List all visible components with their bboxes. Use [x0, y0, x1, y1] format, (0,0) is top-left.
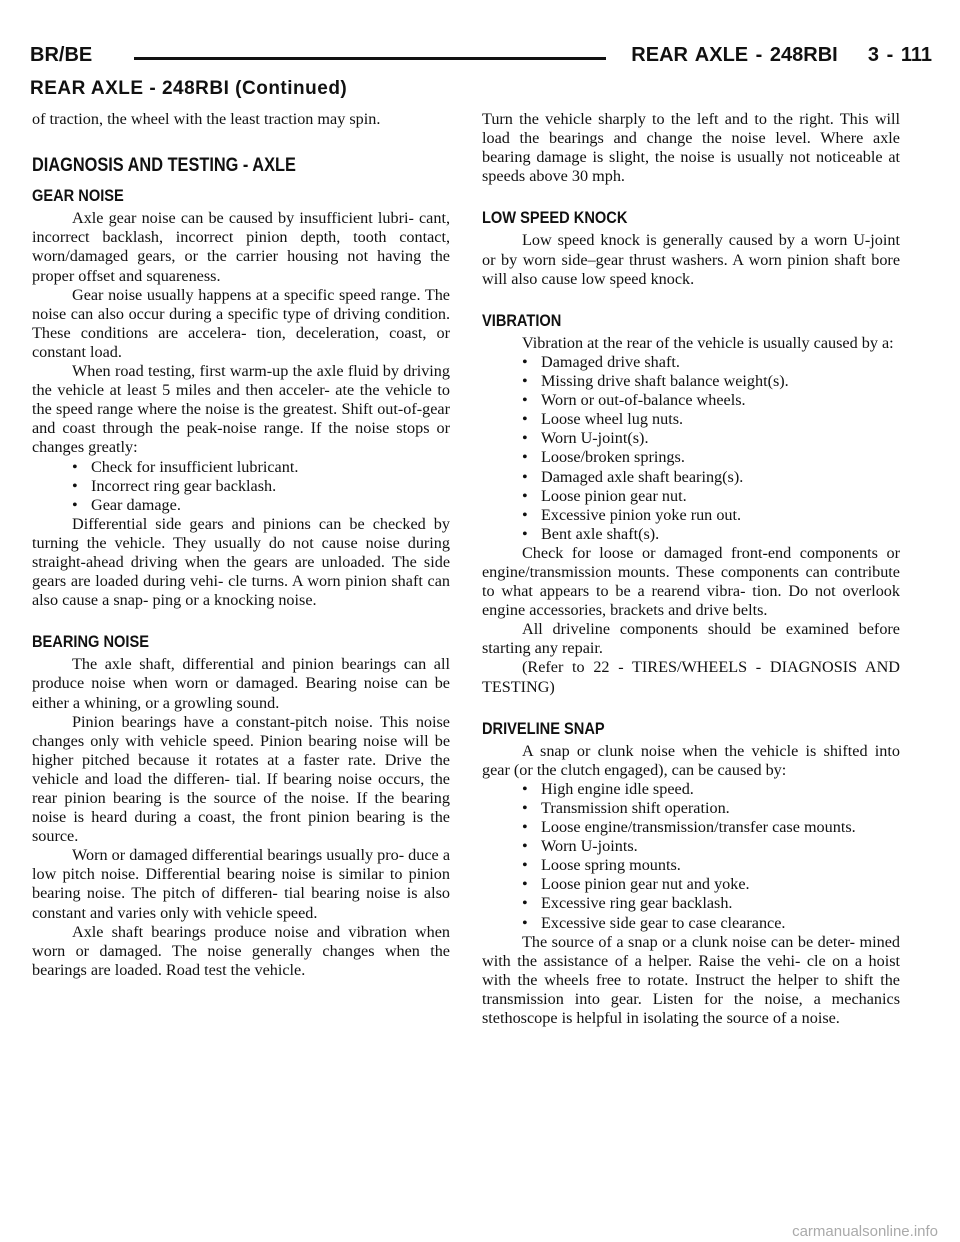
paragraph: Differential side gears and pinions can be checked by turning the vehicle. They usually do not cause noise during straight-ahead driving when the gears are unloaded. The side gears are loaded during vehi- cle turns. A worn pinion shaft can also cause a snap- ping or a knocking noise.: [32, 514, 450, 610]
bullet-text: Incorrect ring gear backlash.: [91, 476, 277, 495]
header-model: BR/BE: [30, 44, 93, 66]
bullet-text: Loose wheel lug nuts.: [541, 410, 684, 429]
bullet-icon: •: [522, 467, 528, 486]
bullet-item: [482, 372, 900, 391]
intro-paragraph: of traction, the wheel with the least traction may spin.: [32, 110, 381, 128]
bullet-icon: •: [522, 894, 528, 913]
bullet-item: [482, 391, 900, 410]
subsection-driveline-snap: DRIVELINE SNAP: [482, 718, 605, 738]
bullet-item: [482, 506, 900, 525]
bullet-item: [482, 856, 900, 875]
paragraph: A snap or clunk noise when the vehicle is shifted into gear (or the clutch engaged), can be caused by:: [482, 741, 900, 779]
bullet-text: High engine idle speed.: [541, 779, 694, 798]
bullet-text: Excessive pinion yoke run out.: [541, 505, 742, 524]
paragraph: Pinion bearings have a constant-pitch noise. This noise changes only with vehicle speed. Pinion bearing noise will be higher pitched because it rotates at a faster rate. Drive the vehicle and load the differen- tial. If bearing noise occurs, the rear pinion bearing is the source of the noise. If the bearing noise is heard during a coast, the front pinion bearing is the source.: [32, 712, 450, 846]
bullet-item: [32, 477, 450, 496]
bullet-item: [32, 458, 450, 477]
bullet-text: Transmission shift operation.: [541, 799, 730, 817]
bullet-text: Worn or out-of-balance wheels.: [541, 391, 746, 410]
bullet-text: Gear damage.: [91, 495, 181, 514]
paragraph: The axle shaft, differential and pinion bearings can all produce noise when worn or damaged. Bearing noise can be either a whining, or a growling sound.: [32, 655, 450, 712]
bullet-text: Loose engine/transmission/transfer case mounts.: [541, 818, 856, 837]
left-column: [32, 110, 450, 980]
paragraph: The source of a snap or a clunk noise can be deter- mined with the assistance of a helper. Raise the vehi- cle on a hoist with the wheels free to rotate. Instruct the helper to shift the transmission into gear. Listen for the noise, a mechanics stethoscope is helpful in isolating the source of a noise.: [482, 932, 900, 1028]
bullet-text: Worn U-joints.: [541, 837, 638, 856]
header-rule: [134, 57, 606, 60]
subsection-bearing-noise: BEARING NOISE: [32, 632, 149, 652]
bullet-icon: •: [522, 856, 528, 875]
paragraph: Vibration at the rear of the vehicle is usually caused by a:: [522, 333, 894, 352]
paragraph: Gear noise usually happens at a specific speed range. The noise can also occur during a specific type of driving condition. These conditions are accelera- tion, deceleration, coast, or constant load.: [32, 285, 450, 361]
bullet-item: [482, 429, 900, 448]
bullet-icon: •: [522, 799, 528, 817]
bullet-item: [482, 448, 900, 467]
paragraph: Axle shaft bearings produce noise and vibration when worn or damaged. The noise generally changes when the bearings are loaded. Road test the vehicle.: [32, 922, 450, 979]
bullet-text: Damaged axle shaft bearing(s).: [541, 467, 744, 486]
bullet-text: Bent axle shaft(s).: [541, 524, 660, 543]
bullet-icon: •: [522, 352, 528, 371]
bullet-item: [482, 525, 900, 544]
bullet-item: [482, 353, 900, 372]
bullet-item: [482, 487, 900, 506]
paragraph: When road testing, first warm-up the axle fluid by driving the vehicle at least 5 miles and then acceler- ate the vehicle to the speed range where the noise is the greatest. Shift out-of-gear and coast through the peak-noise range. If the noise stops or changes greatly:: [32, 362, 450, 457]
bullet-icon: •: [522, 505, 528, 524]
bullet-icon: •: [522, 913, 528, 932]
bullet-text: Excessive side gear to case clearance.: [541, 913, 786, 932]
bullet-item: [482, 818, 900, 837]
bullet-text: Loose pinion gear nut.: [541, 486, 687, 505]
watermark: carmanualsonline.info: [792, 1223, 938, 1240]
section-title: DIAGNOSIS AND TESTING - AXLE: [32, 155, 296, 177]
paragraph: Check for loose or damaged front-end components or engine/transmission mounts. These components can contribute to what appears to be a rearend vibra- tion. Do not overlook engine accessories, brackets and drive belts.: [482, 543, 900, 620]
bullet-item: [482, 894, 900, 913]
bullet-text: Loose spring mounts.: [541, 856, 681, 875]
bullet-text: Worn U-joint(s).: [541, 429, 649, 448]
bullet-icon: •: [522, 448, 528, 467]
paragraph: Worn or damaged differential bearings usually pro- duce a low pitch noise. Differential bearing noise is similar to pinion bearing noise. The pitch of differen- tial bearing noise is also constant and varies only with vehicle speed.: [32, 846, 450, 922]
bullet-item: [482, 875, 900, 894]
bullet-item: [482, 799, 900, 818]
bullet-icon: •: [522, 391, 528, 410]
paragraph: Axle gear noise can be caused by insufficient lubri- cant, incorrect backlash, incorrect pinion depth, tooth contact, worn/damaged gears, or the carrier housing not having the proper offset and squareness.: [32, 209, 450, 285]
bullet-text: Damaged drive shaft.: [541, 352, 680, 371]
bullet-icon: •: [522, 372, 528, 391]
subsection-vibration: VIBRATION: [482, 310, 562, 330]
bullet-text: Loose/broken springs.: [541, 448, 685, 467]
bullet-item: [482, 410, 900, 429]
bullet-icon: •: [522, 524, 528, 543]
bullet-item: [482, 837, 900, 856]
page-header: [30, 44, 932, 74]
header-section-page: REAR AXLE - 248RBI 3 - 111: [631, 44, 932, 66]
bullet-icon: •: [522, 429, 528, 448]
bullet-icon: •: [72, 457, 78, 476]
bullet-text: Missing drive shaft balance weight(s).: [541, 372, 789, 391]
running-title: REAR AXLE - 248RBI (Continued): [30, 78, 348, 99]
reference-paragraph: (Refer to 22 - TIRES/WHEELS - DIAGNOSIS AND TESTING): [482, 658, 900, 696]
bullet-item: [482, 468, 900, 487]
bullet-icon: •: [522, 410, 528, 429]
bullet-item: [32, 496, 450, 515]
bullet-icon: •: [522, 818, 528, 837]
bullet-icon: •: [522, 779, 528, 798]
bullet-icon: •: [72, 495, 78, 514]
bullet-item: [482, 914, 900, 933]
subsection-gear-noise: GEAR NOISE: [32, 186, 124, 206]
bullet-icon: •: [522, 486, 528, 505]
bullet-text: Loose pinion gear nut and yoke.: [541, 875, 750, 894]
bullet-icon: •: [72, 476, 78, 495]
paragraph: Low speed knock is generally caused by a worn U-joint or by worn side–gear thrust washers. A worn pinion shaft bore will also cause low speed knock.: [482, 231, 900, 288]
bullet-icon: •: [522, 875, 528, 894]
right-column: [482, 110, 900, 1028]
bullet-item: [482, 780, 900, 799]
intro-paragraph: Turn the vehicle sharply to the left and to the right. This will load the bearings and change the noise level. Where axle bearing damage is slight, the noise is usually not noticeable at speeds above 30 mph.: [482, 110, 900, 186]
subsection-low-speed-knock: LOW SPEED KNOCK: [482, 208, 628, 228]
bullet-text: Excessive ring gear backlash.: [541, 894, 733, 913]
bullet-icon: •: [522, 837, 528, 856]
bullet-text: Check for insufficient lubricant.: [91, 457, 299, 476]
paragraph: All driveline components should be examined before starting any repair.: [482, 620, 900, 658]
